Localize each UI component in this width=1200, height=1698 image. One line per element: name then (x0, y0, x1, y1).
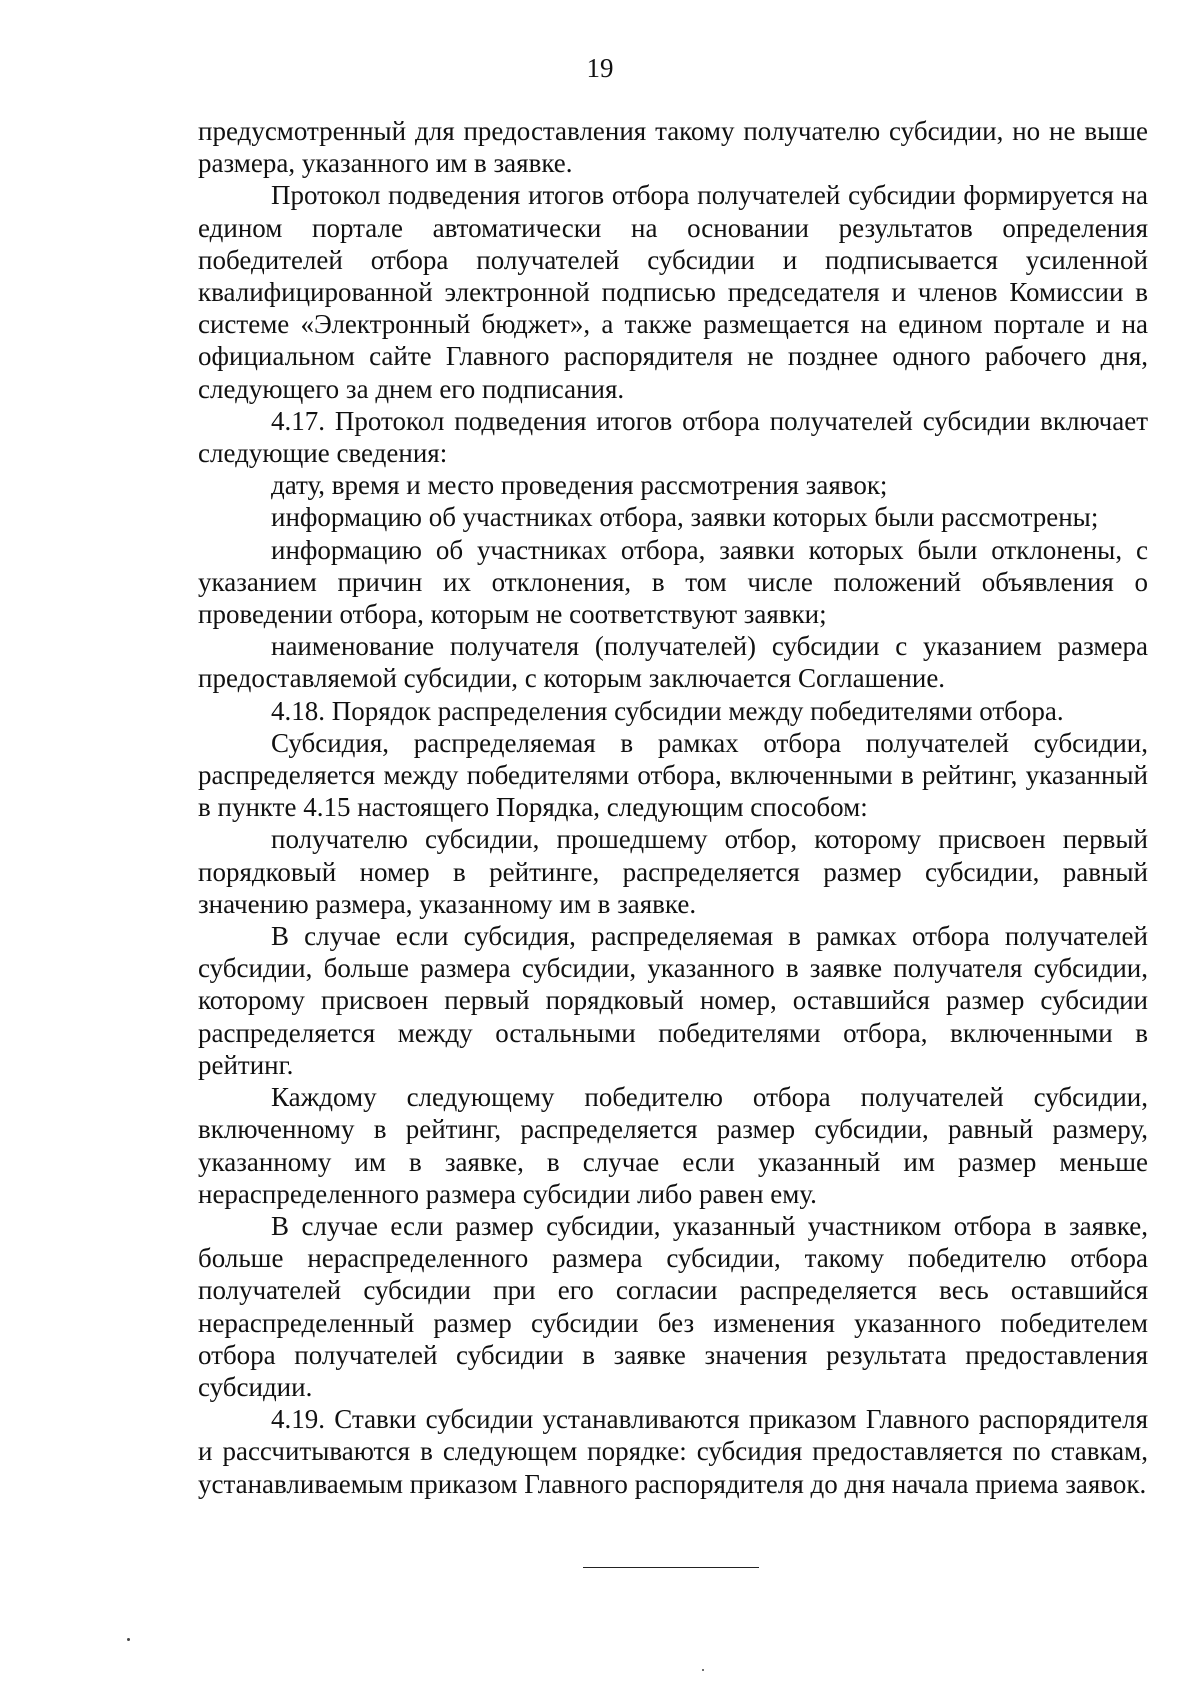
document-body (198, 115, 1148, 1500)
paragraph-first-recipient: получателю субсидии, прошедшему отбор, которому присвоен первый порядковый номер в рейтинге, распределяется размер субсидии, равный значению размера, указанному им в заявке. (198, 824, 1148, 919)
list-item-date-time-place: дату, время и место проведения рассмотрения заявок; (271, 470, 888, 501)
list-item-reviewed-participants: информацию об участниках отбора, заявки которых были рассмотрены; (271, 502, 1099, 533)
paragraph-exceeds-remaining: В случае если размер субсидии, указанный участником отбора в заявке, больше нераспределенного размера субсидии, такому победителю отбора получателей субсидии при его согласии распределяется весь оставшийся нераспределенный размер субсидии без изменения указанного победителем отбора получателей субсидии в заявке значения результата предоставления субсидии. (198, 1210, 1148, 1402)
paragraph-each-next-winner: Каждому следующему победителю отбора получателей субсидии, включенному в рейтинг, распределяется размер субсидии, равный размеру, указанному им в заявке, в случае если указанный им размер меньше нераспределенного размера субсидии либо равен ему. (198, 1082, 1148, 1209)
paragraph-4-18: 4.18. Порядок распределения субсидии между победителями отбора. (271, 695, 1064, 726)
list-item-rejected-participants: информацию об участниках отбора, заявки которых были отклонены, с указанием причин их отклонения, в том числе положений объявления о проведении отбора, которым не соответствуют заявки; (198, 534, 1148, 630)
paragraph-remaining-distribution: В случае если субсидия, распределяемая в рамках отбора получателей субсидии, больше размера субсидии, указанного в заявке получателя субсидии, которому присвоен первый порядковый номер, оставшийся размер субсидии распределяется между остальными победителями отбора, включенными в рейтинг. (198, 921, 1148, 1080)
paragraph-4-17: 4.17. Протокол подведения итогов отбора получателей субсидии включает следующие сведения: (198, 405, 1148, 469)
paragraph-protocol-formation: Протокол подведения итогов отбора получателей субсидии формируется на едином портале автоматически на основании результатов определения победителей отбора получателей субсидии и подписывается усиленной квалифицированной электронной подписью председателя и членов Комиссии в системе «Электронный бюджет», а также размещается на едином портале и на официальном сайте Главного распорядителя не позднее одного рабочего дня, следующего за днем его подписания. (198, 180, 1148, 404)
paragraph-4-19: 4.19. Ставки субсидии устанавливаются приказом Главного распорядителя и рассчитываются в следующем порядке: субсидия предоставляется по ставкам, устанавливаемым приказом Главного распорядителя до дня начала приема заявок. (198, 1404, 1148, 1499)
scan-speck (127, 1638, 130, 1641)
paragraph-continuation: предусмотренный для предоставления такому получателю субсидии, но не выше размера, указанного им в заявке. (198, 116, 1148, 179)
end-divider-line (583, 1567, 759, 1568)
list-item-recipient-name: наименование получателя (получателей) субсидии с указанием размера предоставляемой субсидии, с которым заключается Соглашение. (198, 631, 1148, 694)
page-number: 19 (586, 53, 614, 83)
paragraph-distribution-method: Субсидия, распределяемая в рамках отбора получателей субсидии, распределяется между победителями отбора, включенными в рейтинг, указанный в пункте 4.15 настоящего Порядка, следующим способом: (198, 727, 1148, 823)
scan-speck (702, 1669, 704, 1671)
